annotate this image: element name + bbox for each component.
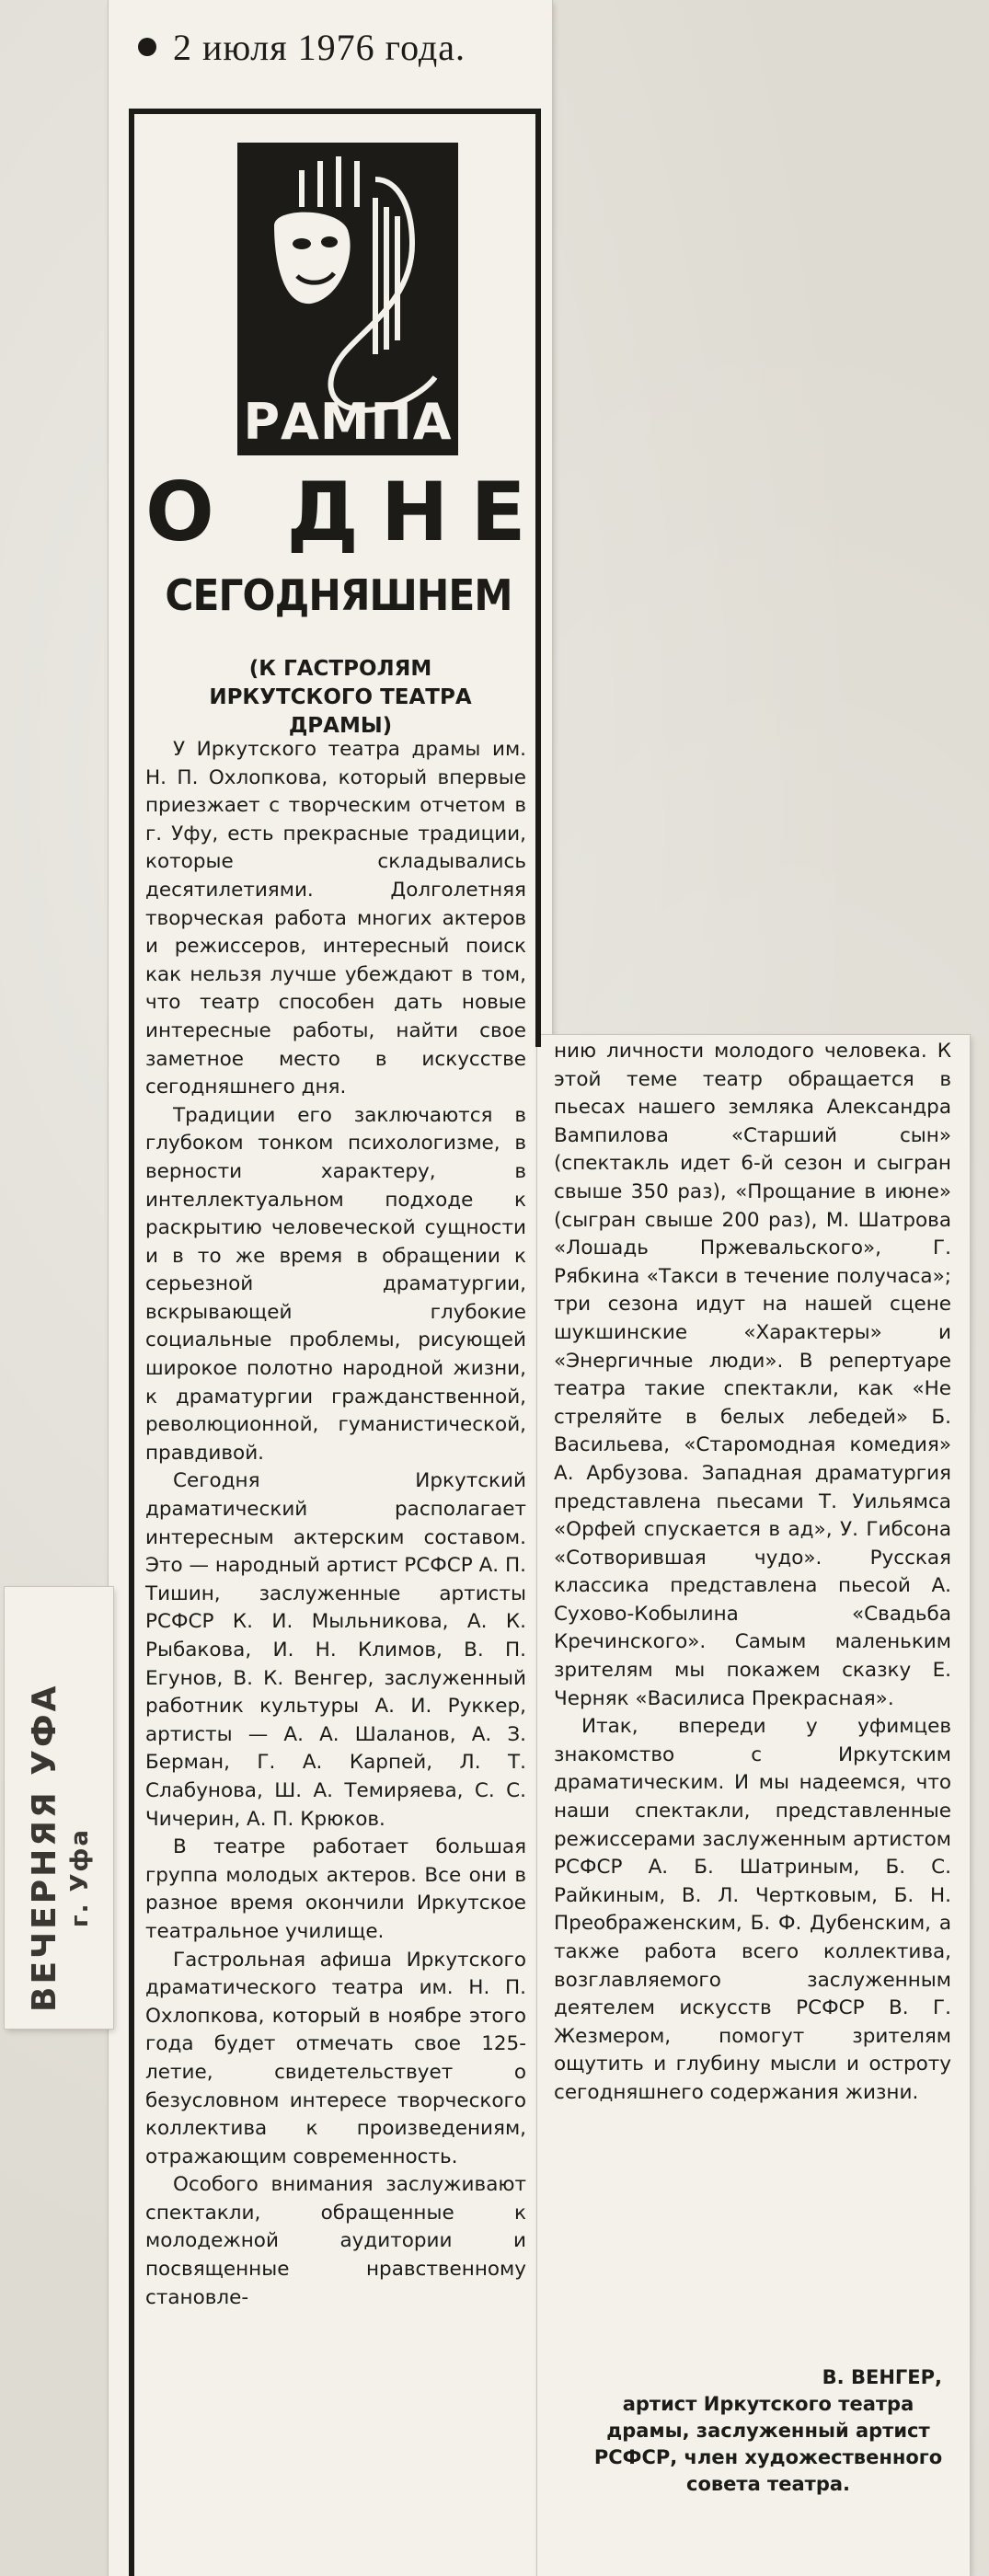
paragraph: нию личности молодого человека. К этой теме театр обращается в пьесах нашего земляка Александра Вампилова «Старший сын» (спектакль идет 6-й сезон и сыгран свыше 350 раз), «Прощание в июне» (сыгран свыше 200 раз), М. Шатрова «Лошадь Пржевальского», Г. Рябкина «Такси в течение получаса»; три сезона идут на нашей сцене шукшинские «Характеры» и «Энергичные люди». В репертуаре театра такие спектакли, как «Не стреляйте в белых лебедей» Б. Васильева, «Старомодная комедия» А. Арбузова. Западная драматургия представлена пьесами Т. Уильямса «Орфей спускается в ад», У. Гибсона «Сотворившая чудо». Русская классика представлена пьесой А. Сухово-Кобылина «Свадьба Кречинского». Самым маленьким зрителям мы покажем сказку Е. Черняк «Василиса Прекрасная».	[554, 1040, 951, 1710]
frame-rule-left	[129, 109, 134, 2576]
article-headline: О ДНЕ	[145, 465, 548, 559]
article-subheadline: СЕГОДНЯШНЕМ	[165, 570, 512, 620]
article-column-right	[554, 1038, 951, 2108]
paragraph: Гастрольная афиша Иркутского драматического театра им. Н. П. Охлопкова, который в ноябре этого года будет отмечать свое 125-летие, свидетельствует о безусловном интересе творческого коллектива к произведениям, отражающим современность.	[145, 1948, 526, 2168]
paragraph: Особого внимания заслуживают спектакли, обращенные к молодежной аудитории и посвященные нравственному становле-	[145, 2173, 526, 2309]
bullet-icon	[138, 38, 156, 56]
frame-rule-right	[535, 109, 541, 1047]
logo-text: РАМПА	[243, 393, 453, 451]
clipping-date	[138, 26, 466, 69]
rampa-logo	[237, 143, 458, 455]
article-column-left	[145, 736, 526, 2312]
source-stamp	[26, 1596, 92, 2019]
newspaper-name: ВЕЧЕРНЯЯ УФА	[26, 1683, 63, 2012]
article-rubric: (К ГАСТРОЛЯМ ИРКУТСКОГО ТЕАТРА ДРАМЫ)	[209, 657, 472, 738]
date-text: 2 июля 1976 года.	[173, 27, 466, 68]
article-signature	[589, 2364, 948, 2498]
paragraph: Традиции его заключаются в глубоком тонком психологизме, в верности характеру, в интеллектуальном подходе к раскрытию человеческой сущности и в то же время в обращении к серьезной драматургии, вскрывающей глубокие социальные проблемы, рисующей широкое полотно народной жизни, к драматургии гражданственной, революционной, гуманистической, правдивой.	[145, 1103, 526, 1465]
newspaper-city: г. Уфа	[66, 1828, 94, 1927]
frame-rule-top	[129, 109, 541, 114]
paragraph: Итак, впереди у уфимцев знакомство с Иркутским драматическим. И мы надеемся, что наши спектакли, представленные режиссерами заслуженным артистом РСФСР А. Б. Шатриным, Б. С. Райкиным, В. Л. Чертковым, Б. Н. Преображенским, Б. Ф. Дубенским, а также работа всего коллектива, возглавляемого заслуженным деятелем искусств РСФСР В. Г. Жезмером, помогут зрителям ощутить и глубину мысли и остроту сегодняшнего содержания жизни.	[554, 1715, 951, 2104]
paragraph: У Иркутского театра драмы им. Н. П. Охлопкова, который впервые приезжает с творческим отчетом в г. Уфу, есть прекрасные традиции, которые складывались десятилетиями. Долголетняя творческая работа многих актеров и режиссеров, интересный поиск как нельзя лучше убеждают в том, что театр способен дать новые интересные работы, найти свое заметное место в искусстве сегодняшнего дня.	[145, 738, 526, 1099]
paragraph: В театре работает большая группа молодых актеров. Все они в разное время окончили Иркутское театральное училище.	[145, 1835, 526, 1943]
author-title: артист Иркутского театра драмы, заслуженный артист РСФСР, член художественного совета театра.	[593, 2393, 943, 2495]
paragraph: Сегодня Иркутский драматический располагает интересным актерским составом. Это — народный артист РСФСР А. П. Тишин, заслуженные артисты РСФСР К. И. Мыльникова, А. К. Рыбакова, И. Н. Климов, В. П. Егунов, В. К. Венгер, заслуженный работник культуры А. И. Руккер, артисты — А. А. Шаланов, А. З. Берман, Г. А. Карпей, Л. Т. Слабунова, Ш. А. Темиряева, С. С. Чичерин, А. П. Крюков.	[145, 1469, 526, 1831]
author-name: В. ВЕНГЕР,	[822, 2366, 942, 2388]
